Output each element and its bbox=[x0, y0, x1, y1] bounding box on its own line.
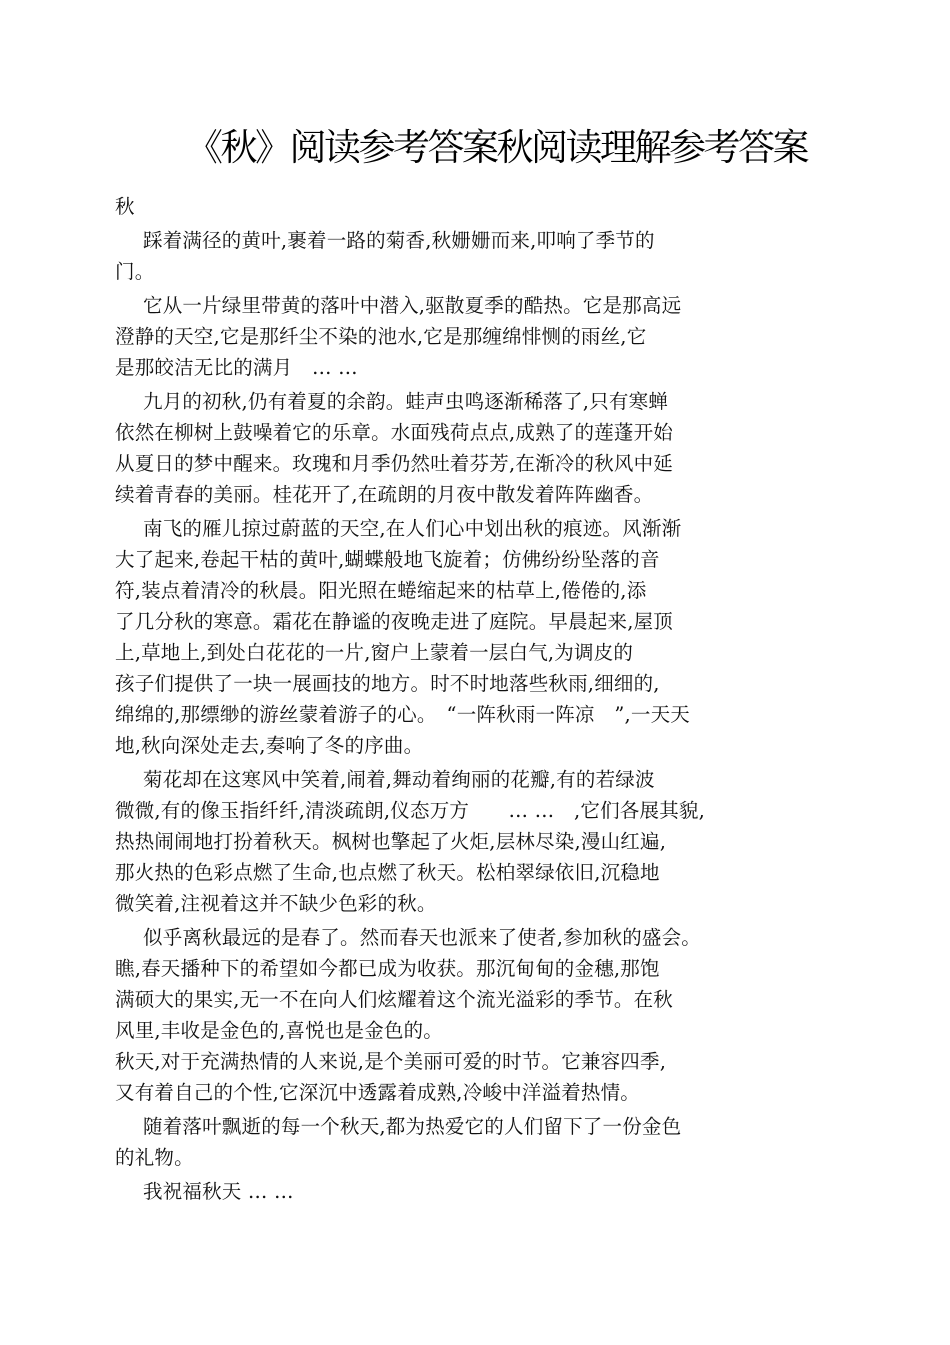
text-line: 秋天,对于充满热情的人来说,是个美丽可爱的时节。它兼容四季, bbox=[115, 1050, 667, 1073]
text-line: 菊花却在这寒风中笑着,闹着,舞动着绚丽的花瓣,有的若绿波 bbox=[143, 768, 655, 791]
text-line: 澄静的天空,它是那纤尘不染的池水,它是那缠绵悱恻的雨丝,它 bbox=[115, 325, 647, 348]
text-line: 符,装点着清冷的秋晨。阳光照在蜷缩起来的枯草上,倦倦的,添 bbox=[115, 579, 647, 602]
text-line: 是那皎洁无比的满月 … … bbox=[115, 356, 358, 379]
text-line: 满硕大的果实,无一不在向人们炫耀着这个流光溢彩的季节。在秋 bbox=[115, 988, 673, 1011]
text-line: 风里,丰收是金色的,喜悦也是金色的。 bbox=[115, 1019, 443, 1042]
text-line: 微笑着,注视着这并不缺少色彩的秋。 bbox=[115, 892, 437, 915]
text-line: 我祝福秋天 … … bbox=[143, 1180, 294, 1203]
article-body bbox=[115, 191, 815, 1207]
text-line: 绵绵的,那缥缈的游丝蒙着游子的心。 “一阵秋雨一阵凉 ”,一天天 bbox=[115, 703, 690, 726]
text-line: 热热闹闹地打扮着秋天。枫树也擎起了火炬,层林尽染,漫山红遍, bbox=[115, 830, 667, 853]
article-heading: 秋 bbox=[115, 195, 135, 218]
text-line: 南飞的雁儿掠过蔚蓝的天空,在人们心中划出秋的痕迹。风渐渐 bbox=[143, 517, 682, 540]
text-line: 它从一片绿里带黄的落叶中潜入,驱散夏季的酷热。它是那高远 bbox=[143, 294, 682, 317]
text-line: 的礼物。 bbox=[115, 1146, 194, 1169]
text-line: 似乎离秋最远的是春了。然而春天也派来了使者,参加秋的盛会。 bbox=[143, 926, 701, 949]
text-line: 随着落叶飘逝的每一个秋天,都为热爱它的人们留下了一份金色 bbox=[143, 1115, 682, 1138]
text-line: 地,秋向深处走去,奏响了冬的序曲。 bbox=[115, 734, 424, 757]
text-line: 上,草地上,到处白花花的一片,窗户上蒙着一层白气,为调皮的 bbox=[115, 641, 634, 664]
text-line: 踩着满径的黄叶,裹着一路的菊香,秋姗姗而来,叩响了季节的 bbox=[143, 229, 655, 252]
text-line: 那火热的色彩点燃了生命,也点燃了秋天。松柏翠绿依旧,沉稳地 bbox=[115, 861, 660, 884]
text-line: 九月的初秋,仍有着夏的余韵。蛙声虫鸣逐渐稀落了,只有寒蝉 bbox=[143, 390, 668, 413]
text-line: 了几分秋的寒意。霜花在静谧的夜晚走进了庭院。早晨起来,屋顶 bbox=[115, 610, 673, 633]
text-line: 从夏日的梦中醒来。玫瑰和月季仍然吐着芬芳,在渐冷的秋风中延 bbox=[115, 452, 673, 475]
text-line: 依然在柳树上鼓噪着它的乐章。水面残荷点点,成熟了的莲蓬开始 bbox=[115, 421, 673, 444]
text-line: 瞧,春天播种下的希望如今都已成为收获。那沉甸甸的金穗,那饱 bbox=[115, 957, 660, 980]
text-line: 孩子们提供了一块一展画技的地方。时不时地落些秋雨,细细的, bbox=[115, 672, 660, 695]
document-title: 《秋》阅读参考答案秋阅读理解参考答案 bbox=[186, 126, 807, 169]
text-line: 微微,有的像玉指纤纤,清淡疏朗,仪态万方 … … ,它们各展其貌, bbox=[115, 799, 705, 822]
text-line: 大了起来,卷起干枯的黄叶,蝴蝶般地飞旋着；仿佛纷纷坠落的音 bbox=[115, 548, 660, 571]
text-line: 又有着自己的个性,它深沉中透露着成熟,冷峻中洋溢着热情。 bbox=[115, 1081, 640, 1104]
text-line: 续着青春的美丽。桂花开了,在疏朗的月夜中散发着阵阵幽香。 bbox=[115, 483, 654, 506]
text-line: 门。 bbox=[115, 260, 155, 283]
